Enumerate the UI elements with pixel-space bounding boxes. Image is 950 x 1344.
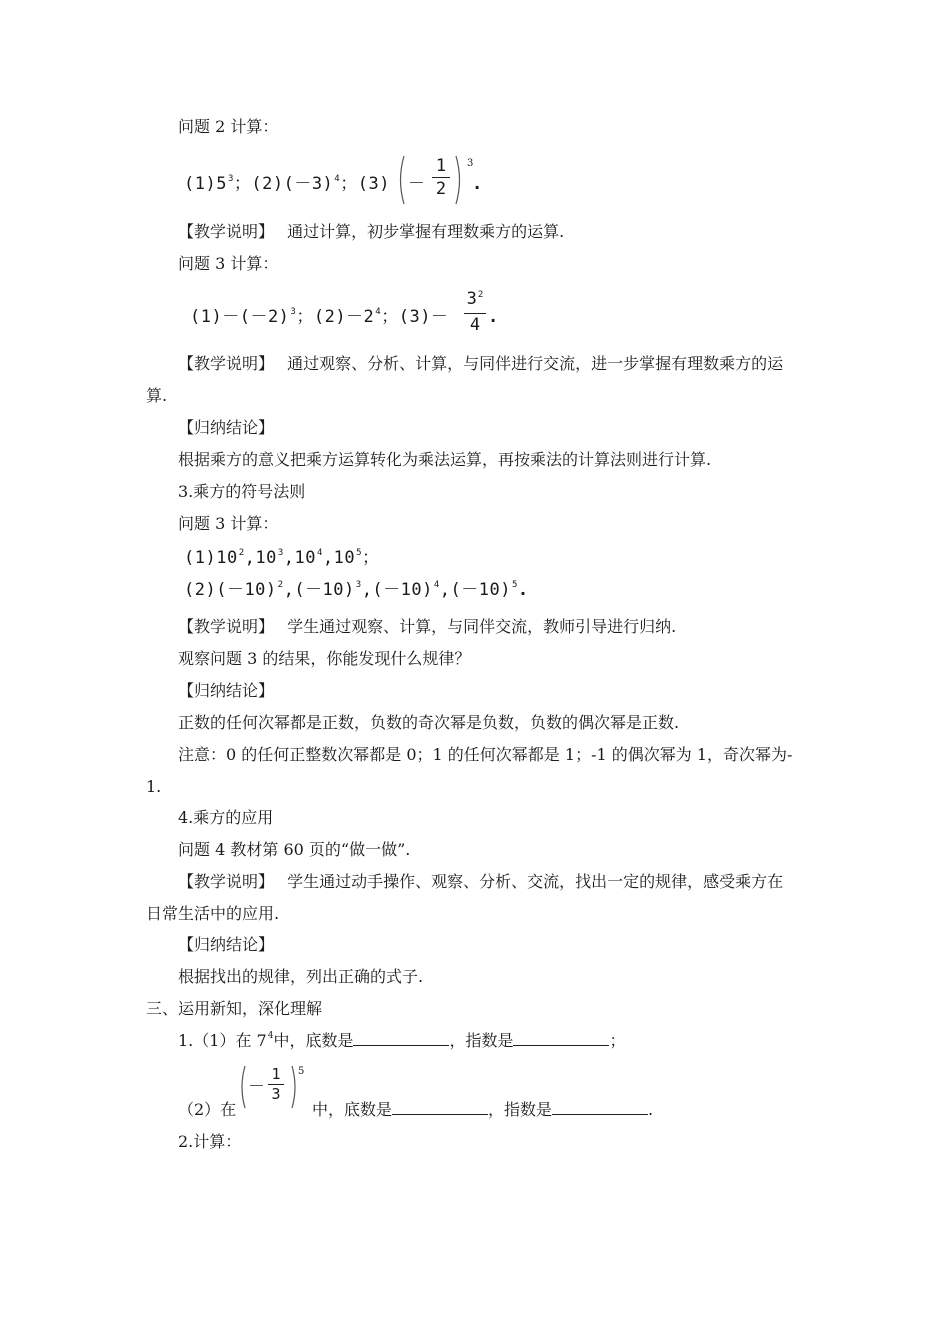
problem-3b-title: 问题 3 计算： bbox=[178, 514, 279, 533]
fraction-3sq-4 bbox=[464, 289, 486, 335]
exponent: 3 bbox=[227, 174, 234, 184]
summary-text: 根据乘方的意义把乘方运算转化为乘法运算，再按乘法的计算法则进行计算. bbox=[178, 450, 712, 469]
summary-text: 正数的任何次幂都是正数，负数的奇次幂是负数，负数的偶次幂是正数. bbox=[178, 713, 680, 732]
answer-blank[interactable] bbox=[552, 1100, 648, 1115]
fraction-1-2 bbox=[432, 156, 450, 199]
ex-text: 中，底数是 bbox=[273, 1031, 354, 1050]
summary-tag: 【归纳结论】 bbox=[178, 935, 275, 954]
note-continuation: 算. bbox=[146, 386, 168, 405]
exponent: 3 bbox=[277, 548, 284, 558]
exponent: 5 bbox=[356, 548, 363, 558]
problem-3b-row-2 bbox=[184, 580, 529, 603]
teaching-note-1 bbox=[178, 222, 564, 242]
attention-continuation: 1. bbox=[146, 777, 162, 796]
expr-part: ；(2)－2 bbox=[296, 307, 375, 327]
num-base: 3 bbox=[466, 289, 477, 309]
expr-part: (2)(－10) bbox=[184, 580, 277, 600]
expr-part: ,10 bbox=[283, 548, 316, 568]
summary-tag: 【归纳结论】 bbox=[178, 681, 275, 700]
section-3-title: 3.乘方的符号法则 bbox=[178, 482, 306, 501]
period: . bbox=[472, 174, 483, 194]
answer-blank[interactable] bbox=[392, 1100, 488, 1115]
numerator bbox=[464, 289, 486, 312]
note-text: 学生通过动手操作、观察、分析、交流，找出一定的规律，感受乘方在 bbox=[287, 872, 784, 891]
expr-part: ,10 bbox=[322, 548, 356, 568]
note-text: 通过观察、分析、计算，与同伴进行交流，进一步掌握有理数乘方的运 bbox=[287, 354, 784, 373]
exponent: 3 bbox=[467, 158, 474, 169]
note-continuation: 日常生活中的应用. bbox=[146, 904, 280, 923]
expr-part: ,(－10) bbox=[361, 580, 433, 600]
exponent: 2 bbox=[277, 580, 284, 590]
teaching-note-4 bbox=[178, 872, 783, 892]
problem-2-expression bbox=[184, 174, 390, 197]
section-4-title: 4.乘方的应用 bbox=[178, 808, 274, 827]
problem-3b-row-1 bbox=[184, 548, 380, 571]
ex-text: ； bbox=[609, 1031, 626, 1050]
exponent: 4 bbox=[375, 307, 382, 317]
period: . bbox=[488, 307, 499, 327]
part-3-title: 三、运用新知，深化理解 bbox=[146, 999, 323, 1018]
observe-question: 观察问题 3 的结果，你能发现什么规律？ bbox=[178, 649, 471, 668]
ex-text: ，指数是 bbox=[488, 1100, 553, 1119]
answer-blank[interactable] bbox=[513, 1031, 609, 1046]
exponent: 5 bbox=[298, 1066, 305, 1077]
expr-part: (1)－(－2) bbox=[190, 307, 290, 327]
numerator: 1 bbox=[271, 1065, 281, 1083]
exponent: 3 bbox=[290, 307, 297, 317]
denominator: 2 bbox=[435, 179, 447, 199]
fraction-sign: － bbox=[248, 1077, 266, 1097]
exponent: 4 bbox=[316, 548, 323, 558]
ex-text: . bbox=[648, 1100, 654, 1119]
expr-part: ； bbox=[362, 548, 380, 568]
expr-part: ,10 bbox=[244, 548, 277, 568]
numerator: 1 bbox=[435, 156, 447, 176]
summary-text: 根据找出的规律，列出正确的式子. bbox=[178, 967, 424, 986]
summary-tag: 【归纳结论】 bbox=[178, 418, 275, 437]
note-tag: 【教学说明】 bbox=[178, 222, 275, 241]
teaching-note-2 bbox=[178, 354, 783, 374]
exponent: 4 bbox=[334, 174, 341, 184]
denominator: 3 bbox=[271, 1085, 281, 1103]
note-tag: 【教学说明】 bbox=[178, 354, 275, 373]
ex-text: 1.（1）在 7 bbox=[178, 1031, 267, 1050]
expr-part: (1)10 bbox=[184, 548, 238, 568]
problem-2-title: 问题 2 计算： bbox=[178, 117, 279, 136]
exercise-1a bbox=[178, 1031, 626, 1054]
expr-part: ,(－10) bbox=[439, 580, 511, 600]
problem-4-text: 问题 4 教材第 60 页的“做一做”. bbox=[178, 840, 411, 859]
expr-part: ；(3)－ bbox=[381, 307, 449, 327]
fraction-bar bbox=[464, 313, 486, 314]
exponent: 4 bbox=[433, 580, 440, 590]
denominator: 4 bbox=[469, 315, 481, 335]
expr-part: ；(2)(－3) bbox=[233, 174, 334, 194]
exponent: 3 bbox=[355, 580, 362, 590]
answer-blank[interactable] bbox=[353, 1031, 449, 1046]
note-text: 通过计算，初步掌握有理数乘方的运算. bbox=[287, 222, 565, 241]
note-tag: 【教学说明】 bbox=[178, 872, 275, 891]
expr-part: ,(－10) bbox=[283, 580, 355, 600]
note-tag: 【教学说明】 bbox=[178, 617, 275, 636]
exponent: 2 bbox=[238, 548, 245, 558]
attention-note: 注意：0 的任何正整数次幂都是 0；1 的任何次幂都是 1；-1 的偶次幂为 1，奇次幂为- bbox=[178, 745, 793, 764]
note-text: 学生通过观察、计算，与同伴交流，教师引导进行归纳. bbox=[287, 617, 677, 636]
problem-3-expression bbox=[190, 307, 448, 330]
big-parentheses-icon bbox=[396, 154, 466, 206]
teaching-note-3 bbox=[178, 617, 676, 637]
fraction-bar bbox=[432, 177, 450, 178]
ex-text: 中，底数是 bbox=[312, 1100, 393, 1119]
expr-part: (1)5 bbox=[184, 174, 227, 194]
problem-3-title: 问题 3 计算： bbox=[178, 254, 279, 273]
exercise-1b-prefix: （2）在 bbox=[178, 1100, 237, 1119]
expr-part: ；(3) bbox=[340, 174, 390, 194]
exercise-2-title: 2.计算： bbox=[178, 1132, 242, 1151]
exponent: 4 bbox=[267, 1031, 274, 1041]
fraction-1-3 bbox=[268, 1066, 284, 1103]
exercise-1b-rest bbox=[312, 1100, 653, 1120]
exponent: 2 bbox=[477, 290, 484, 300]
ex-text: ，指数是 bbox=[449, 1031, 514, 1050]
expr-part: . bbox=[517, 580, 529, 600]
exponent: 5 bbox=[511, 580, 518, 590]
fraction-sign: － bbox=[408, 174, 426, 194]
